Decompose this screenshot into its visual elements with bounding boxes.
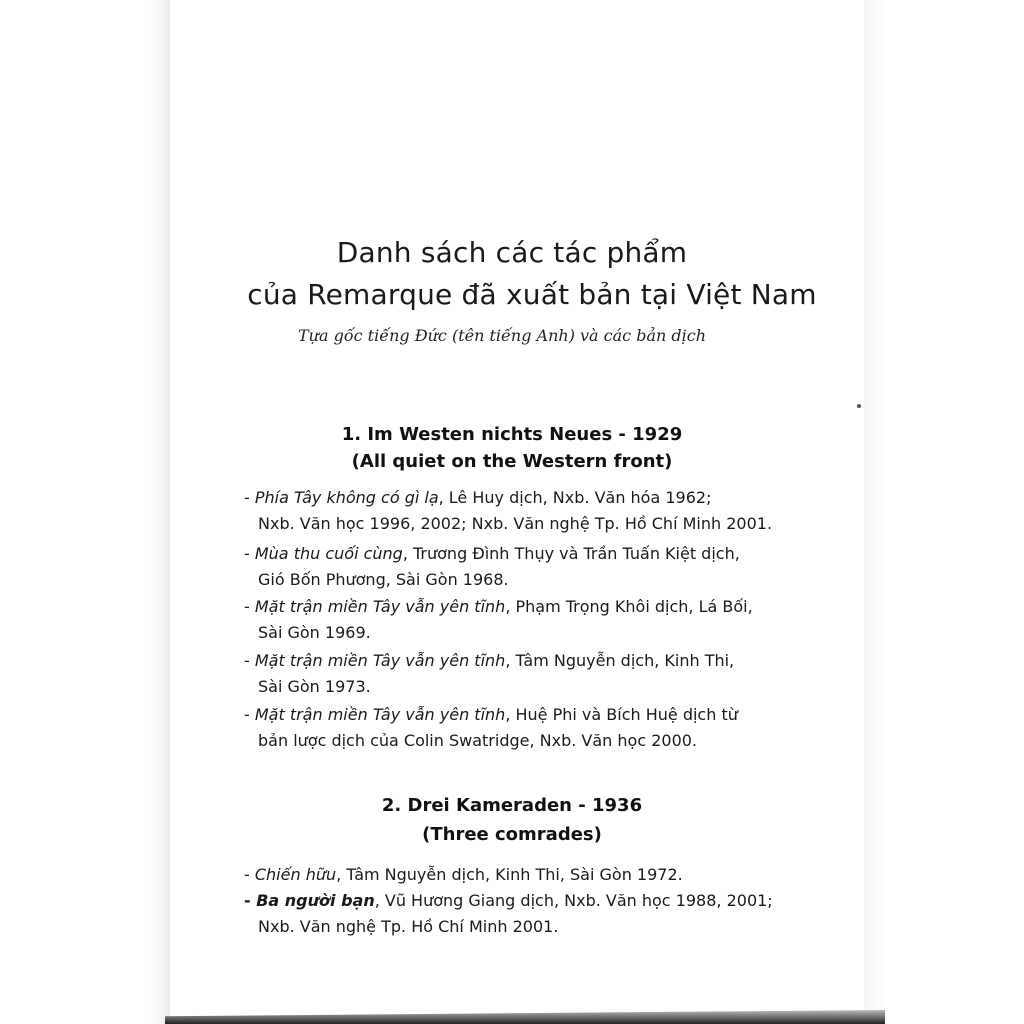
entry-dash: - <box>244 891 257 910</box>
section-1-subheading: (All quiet on the Western front) <box>351 451 673 472</box>
page-bottom-edge-shadow <box>165 1010 885 1024</box>
list-item <box>244 865 804 884</box>
entry-title: Phía Tây không có gì lạ <box>254 488 439 507</box>
page-title-line-2: của Remarque đã xuất bản tại Việt Nam <box>247 278 817 311</box>
page-left-gutter <box>0 0 170 1024</box>
entry-continuation: Gió Bốn Phương, Sài Gòn 1968. <box>258 570 509 589</box>
entry-title: Ba người bạn <box>256 891 375 910</box>
page-right-margin <box>864 0 1024 1024</box>
entry-continuation: Sài Gòn 1969. <box>258 623 371 642</box>
entry-continuation: bản lược dịch của Colin Swatridge, Nxb. Văn học 2000. <box>258 731 698 750</box>
entry-details: , Tâm Nguyễn dịch, Kinh Thi, <box>505 651 735 670</box>
entry-dash: - <box>244 651 255 670</box>
entry-continuation: Sài Gòn 1973. <box>258 677 371 696</box>
entry-details: , Lê Huy dịch, Nxb. Văn hóa 1962; <box>438 488 712 507</box>
list-item <box>244 651 804 696</box>
list-item <box>244 544 804 589</box>
list-item <box>244 488 804 533</box>
entry-title: Mặt trận miền Tây vẫn yên tĩnh <box>254 705 506 724</box>
entry-dash: - <box>244 865 255 884</box>
entry-details: , Tâm Nguyễn dịch, Kinh Thi, Sài Gòn 1972. <box>336 865 683 884</box>
section-1-heading: 1. Im Westen nichts Neues - 1929 <box>341 424 683 445</box>
entry-continuation: Nxb. Văn nghệ Tp. Hồ Chí Minh 2001. <box>258 917 559 936</box>
entry-dash: - <box>244 597 255 616</box>
entry-details: , Phạm Trọng Khôi dịch, Lá Bối, <box>505 597 753 616</box>
entry-details: , Vũ Hương Giang dịch, Nxb. Văn học 1988, 2001; <box>374 891 773 910</box>
entry-dash: - <box>244 544 255 563</box>
entry-dash: - <box>244 705 255 724</box>
entry-details: , Huệ Phi và Bích Huệ dịch từ <box>505 705 738 724</box>
section-2-heading: 2. Drei Kameraden - 1936 <box>381 795 643 816</box>
entry-title: Mặt trận miền Tây vẫn yên tĩnh <box>254 651 506 670</box>
section-2-subheading: (Three comrades) <box>422 824 602 845</box>
paper-speck <box>857 404 861 408</box>
list-item <box>244 891 804 936</box>
entry-title: Mùa thu cuối cùng <box>254 544 403 563</box>
list-item <box>244 705 804 750</box>
page-subtitle: Tựa gốc tiếng Đức (tên tiếng Anh) và các bản dịch <box>298 326 707 345</box>
page-title-line-1: Danh sách các tác phẩm <box>336 236 688 269</box>
entry-dash: - <box>244 488 255 507</box>
list-item <box>244 597 804 642</box>
entry-details: , Trương Đình Thụy và Trần Tuấn Kiệt dịch, <box>402 544 740 563</box>
entry-title: Chiến hữu <box>254 865 337 884</box>
entry-title: Mặt trận miền Tây vẫn yên tĩnh <box>254 597 506 616</box>
entry-continuation: Nxb. Văn học 1996, 2002; Nxb. Văn nghệ Tp. Hồ Chí Minh 2001. <box>258 514 773 533</box>
